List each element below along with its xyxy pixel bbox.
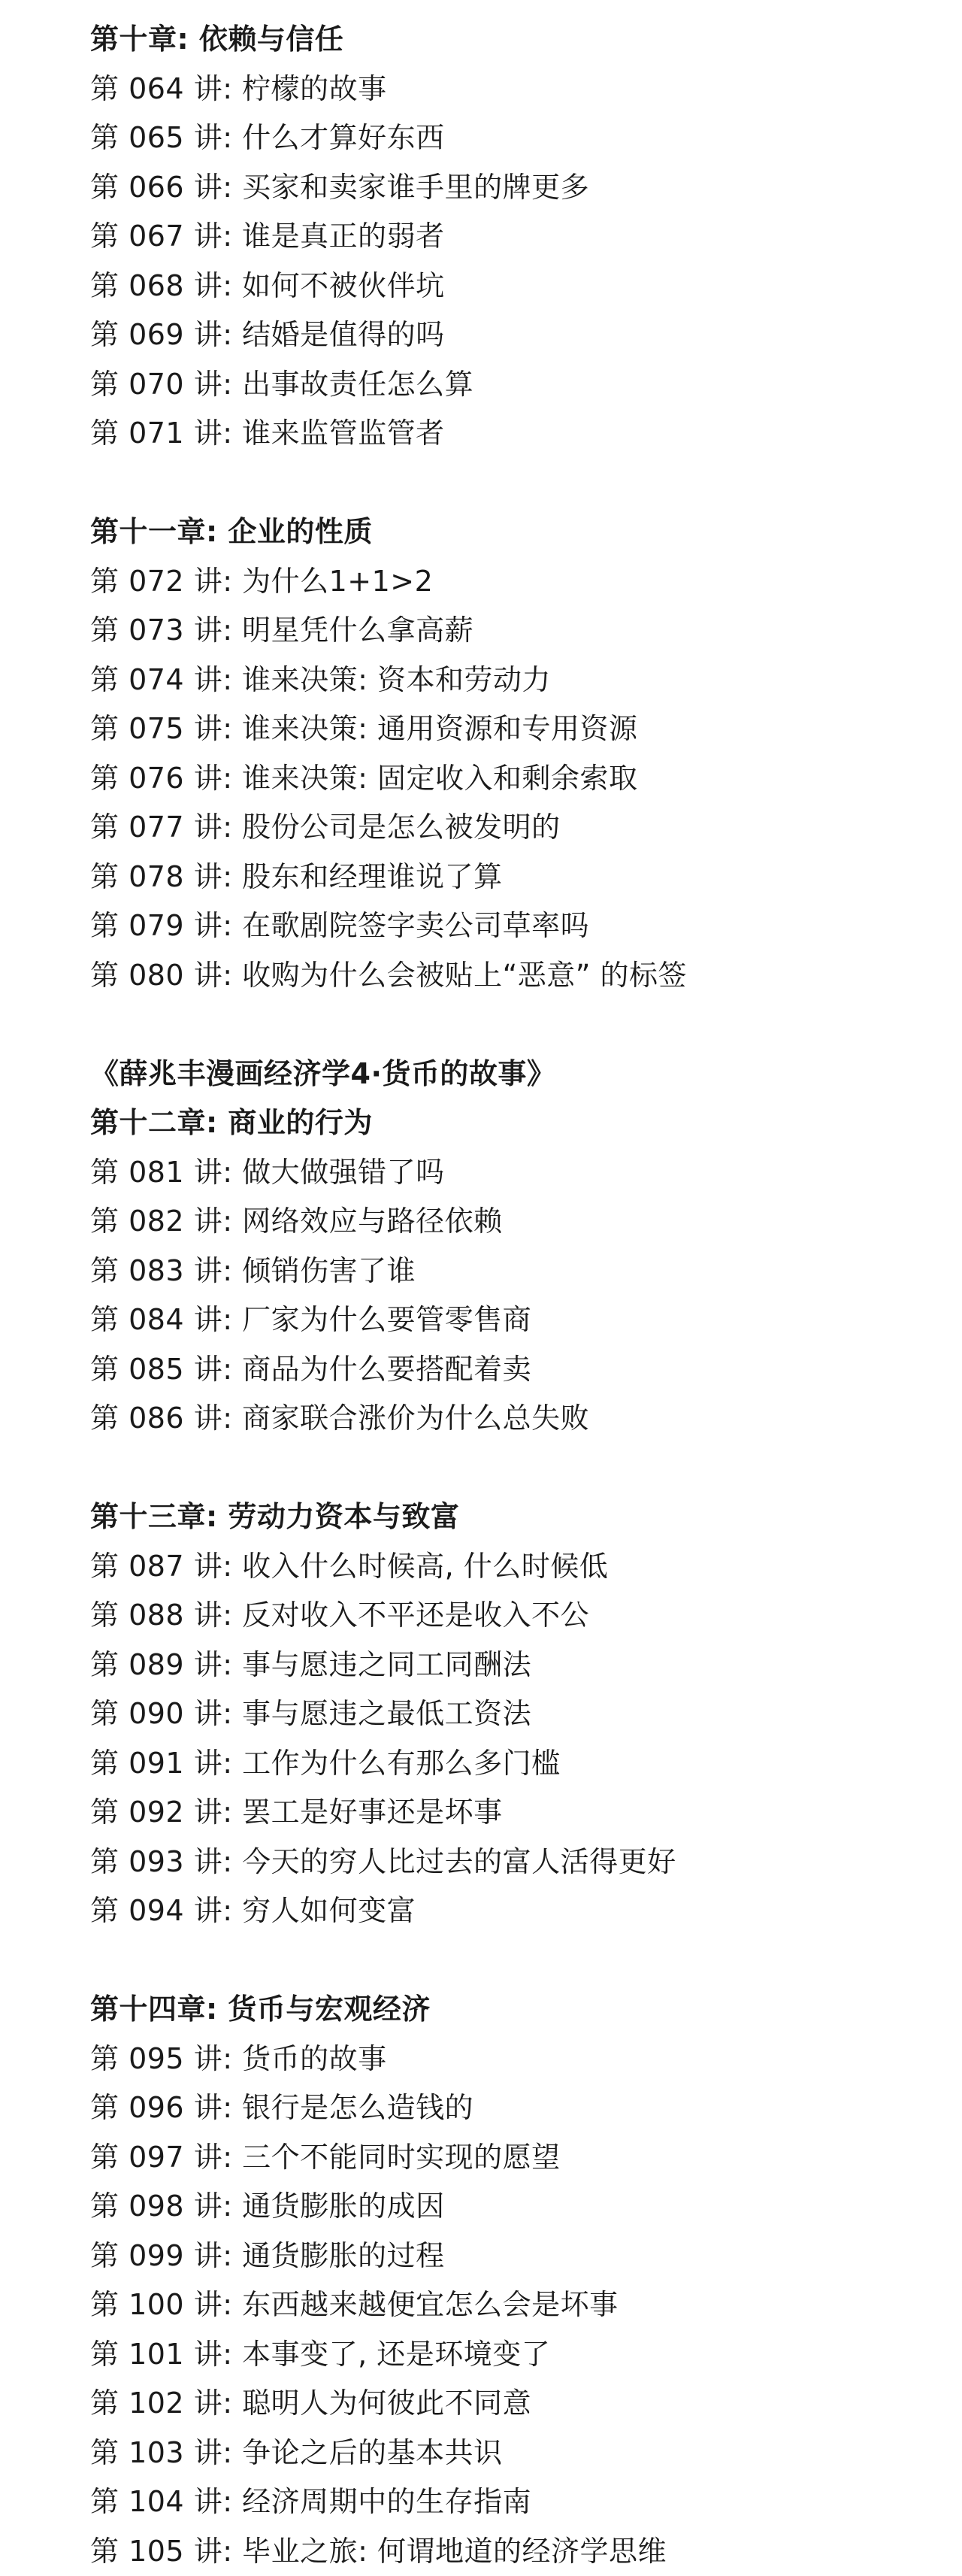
lecture-item: 第 093 讲: 今天的穷人比过去的富人活得更好: [90, 1838, 962, 1887]
lecture-item: 第 103 讲: 争论之后的基本共识: [90, 2429, 962, 2478]
lecture-item: 第 074 讲: 谁来决策: 资本和劳动力: [90, 656, 962, 705]
lecture-item: 第 097 讲: 三个不能同时实现的愿望: [90, 2133, 962, 2183]
lecture-item: 第 067 讲: 谁是真正的弱者: [90, 212, 962, 262]
lecture-item: 第 083 讲: 倾销伤害了谁: [90, 1247, 962, 1296]
chapter-heading: 第十二章: 商业的行为: [90, 1099, 962, 1148]
lecture-item: 第 079 讲: 在歌剧院签字卖公司草率吗: [90, 902, 962, 951]
lecture-item: 第 089 讲: 事与愿违之同工同酬法: [90, 1641, 962, 1690]
lecture-item: 第 068 讲: 如何不被伙伴坑: [90, 262, 962, 311]
lecture-item: 第 065 讲: 什么才算好东西: [90, 114, 962, 163]
section-gap: [90, 459, 962, 508]
lecture-item: 第 096 讲: 银行是怎么造钱的: [90, 2084, 962, 2133]
lecture-item: 第 087 讲: 收入什么时候高, 什么时候低: [90, 1542, 962, 1592]
lecture-item: 第 100 讲: 东西越来越便宜怎么会是坏事: [90, 2281, 962, 2330]
lecture-item: 第 104 讲: 经济周期中的生存指南: [90, 2478, 962, 2527]
lecture-item: 第 082 讲: 网络效应与路径依赖: [90, 1197, 962, 1247]
chapter-heading: 第十三章: 劳动力资本与致富: [90, 1493, 962, 1542]
lecture-item: 第 080 讲: 收购为什么会被贴上“恶意” 的标签: [90, 951, 962, 1001]
lecture-item: 第 073 讲: 明星凭什么拿高薪: [90, 606, 962, 656]
lecture-item: 第 077 讲: 股份公司是怎么被发明的: [90, 803, 962, 853]
lecture-item: 第 101 讲: 本事变了, 还是环境变了: [90, 2330, 962, 2380]
lecture-item: 第 069 讲: 结婚是值得的吗: [90, 311, 962, 360]
lecture-item: 第 090 讲: 事与愿违之最低工资法: [90, 1690, 962, 1739]
lecture-item: 第 071 讲: 谁来监管监管者: [90, 409, 962, 459]
section-gap: [90, 1000, 962, 1050]
lecture-item: 第 099 讲: 通货膨胀的过程: [90, 2232, 962, 2281]
lecture-item: 第 092 讲: 罢工是好事还是坏事: [90, 1788, 962, 1838]
chapter-heading: 第十章: 依赖与信任: [90, 15, 962, 65]
lecture-item: 第 085 讲: 商品为什么要搭配着卖: [90, 1345, 962, 1395]
lecture-item: 第 091 讲: 工作为什么有那么多门槛: [90, 1739, 962, 1789]
lecture-item: 第 078 讲: 股东和经理谁说了算: [90, 853, 962, 902]
book-title: 《薛兆丰漫画经济学4·货币的故事》: [90, 1050, 962, 1099]
lecture-item: 第 088 讲: 反对收入不平还是收入不公: [90, 1591, 962, 1641]
section-gap: [90, 1936, 962, 1986]
lecture-item: 第 086 讲: 商家联合涨价为什么总失败: [90, 1394, 962, 1444]
lecture-item: 第 098 讲: 通货膨胀的成因: [90, 2182, 962, 2232]
lecture-item: 第 081 讲: 做大做强错了吗: [90, 1148, 962, 1198]
lecture-item: 第 094 讲: 穷人如何变富: [90, 1887, 962, 1936]
lecture-item: 第 070 讲: 出事故责任怎么算: [90, 360, 962, 410]
lecture-item: 第 066 讲: 买家和卖家谁手里的牌更多: [90, 163, 962, 213]
lecture-item: 第 084 讲: 厂家为什么要管零售商: [90, 1296, 962, 1345]
lecture-item: 第 072 讲: 为什么1+1>2: [90, 557, 962, 607]
section-gap: [90, 1444, 962, 1493]
lecture-item: 第 075 讲: 谁来决策: 通用资源和专用资源: [90, 705, 962, 754]
chapter-heading: 第十一章: 企业的性质: [90, 508, 962, 557]
lecture-item: 第 105 讲: 毕业之旅: 何谓地道的经济学思维: [90, 2527, 962, 2576]
lecture-item: 第 095 讲: 货币的故事: [90, 2035, 962, 2084]
lecture-item: 第 064 讲: 柠檬的故事: [90, 65, 962, 114]
lecture-item: 第 102 讲: 聪明人为何彼此不同意: [90, 2379, 962, 2429]
chapter-heading: 第十四章: 货币与宏观经济: [90, 1985, 962, 2035]
lecture-item: 第 076 讲: 谁来决策: 固定收入和剩余索取: [90, 754, 962, 804]
